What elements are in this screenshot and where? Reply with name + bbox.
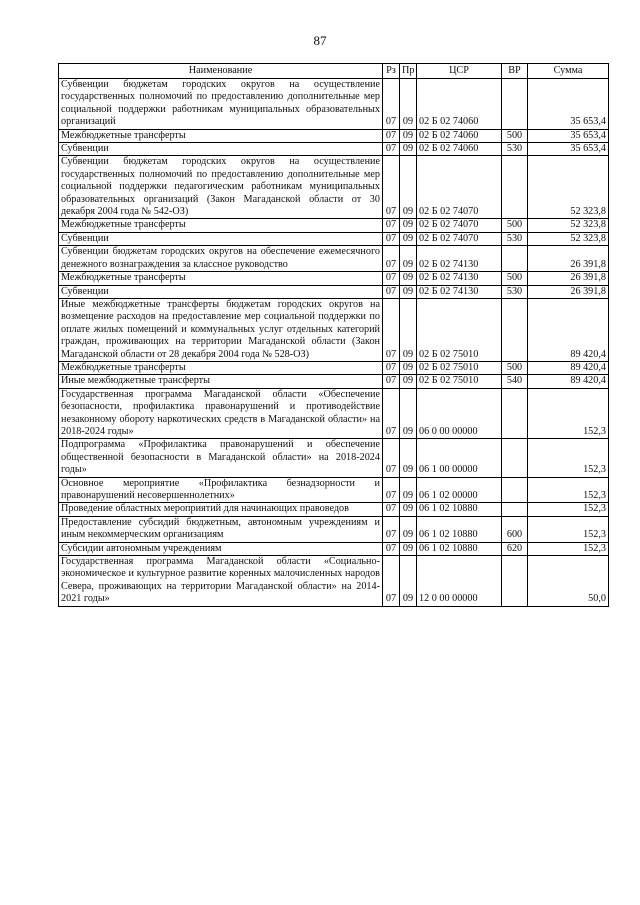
table-row [59,246,609,272]
row-sum: 89 420,4 [528,375,609,388]
row-sum: 26 391,8 [528,272,609,285]
row-csr: 06 1 00 00000 [417,439,502,477]
row-vr: 530 [502,232,528,245]
row-pr: 09 [400,272,417,285]
row-sum: 35 653,4 [528,79,609,130]
table-row [59,143,609,156]
row-vr: 540 [502,375,528,388]
row-csr: 06 1 02 00000 [417,477,502,503]
row-sum: 152,3 [528,503,609,516]
row-vr: 530 [502,285,528,298]
row-csr: 02 Б 02 74130 [417,285,502,298]
row-sum: 50,0 [528,556,609,607]
table-row [59,503,609,516]
table-row [59,516,609,542]
row-sum: 35 653,4 [528,143,609,156]
row-vr: 530 [502,143,528,156]
row-vr [502,556,528,607]
row-rz: 07 [383,232,400,245]
row-sum: 152,3 [528,388,609,439]
row-vr: 500 [502,272,528,285]
row-vr [502,246,528,272]
table-row [59,272,609,285]
row-rz: 07 [383,129,400,142]
row-name: Государственная программа Магаданской области «Социально-экономическое и культурное развитие коренных малочисленных народов Севера, проживающих на территории Магаданской области» на 2014-2021 годы» [59,556,383,607]
row-name: Проведение областных мероприятий для начинающих правоведов [59,503,383,516]
table-row [59,388,609,439]
row-rz: 07 [383,503,400,516]
row-sum: 52 323,8 [528,156,609,219]
table-row [59,79,609,130]
header-rz: Рз [383,64,400,79]
row-name: Субвенции бюджетам городских округов на обеспечение ежемесячного денежного вознаграждения за классное руководство [59,246,383,272]
row-csr: 12 0 00 00000 [417,556,502,607]
header-pr: Пр [400,64,417,79]
row-pr: 09 [400,388,417,439]
row-rz: 07 [383,439,400,477]
row-rz: 07 [383,272,400,285]
row-name: Субвенции бюджетам городских округов на осуществление государственных полномочий по предоставлению дополнительные мер социальной поддержки педагогическим работникам муниципальных образовательных организаций (Закон Магаданской области от 30 декабря 2004 года № 542-ОЗ) [59,156,383,219]
row-pr: 09 [400,542,417,555]
row-name: Межбюджетные трансферты [59,361,383,374]
row-name: Субвенции [59,143,383,156]
row-csr: 02 Б 02 74060 [417,79,502,130]
row-pr: 09 [400,361,417,374]
row-csr: 02 Б 02 74070 [417,232,502,245]
row-name: Предоставление субсидий бюджетным, автономным учреждениям и иным некоммерческим организациям [59,516,383,542]
row-vr [502,298,528,361]
header-vr: ВР [502,64,528,79]
row-csr: 02 Б 02 74060 [417,129,502,142]
row-sum: 152,3 [528,439,609,477]
row-rz: 07 [383,477,400,503]
header-sum: Сумма [528,64,609,79]
row-name: Субвенции бюджетам городских округов на осуществление государственных полномочий по предоставлению дополнительные мер социальной поддержки работникам муниципальных образовательных организаций [59,79,383,130]
table-row [59,556,609,607]
table-row [59,232,609,245]
row-csr: 02 Б 02 75010 [417,361,502,374]
table-row [59,156,609,219]
table-row [59,219,609,232]
row-pr: 09 [400,79,417,130]
row-vr [502,477,528,503]
row-vr: 620 [502,542,528,555]
row-name: Субвенции [59,232,383,245]
row-rz: 07 [383,285,400,298]
row-sum: 26 391,8 [528,246,609,272]
header-name: Наименование [59,64,383,79]
row-rz: 07 [383,143,400,156]
row-sum: 52 323,8 [528,219,609,232]
row-vr [502,439,528,477]
row-name: Субвенции [59,285,383,298]
row-pr: 09 [400,503,417,516]
row-vr: 600 [502,516,528,542]
row-sum: 152,3 [528,542,609,555]
row-csr: 02 Б 02 74070 [417,156,502,219]
row-rz: 07 [383,542,400,555]
page-number: 87 [313,33,327,48]
row-rz: 07 [383,375,400,388]
row-name: Иные межбюджетные трансферты [59,375,383,388]
row-vr [502,388,528,439]
row-sum: 152,3 [528,477,609,503]
row-name: Иные межбюджетные трансферты бюджетам городских округов на возмещение расходов на предоставление мер социальной поддержки по оплате жилых помещений и коммунальных услуг отдельных категорий граждан, проживающих на территории Магаданской области (Закон Магаданской области от 28 декабря 2004 года № 528-ОЗ) [59,298,383,361]
row-csr: 02 Б 02 75010 [417,298,502,361]
row-pr: 09 [400,232,417,245]
table-row [59,129,609,142]
row-sum: 89 420,4 [528,361,609,374]
row-rz: 07 [383,79,400,130]
row-pr: 09 [400,375,417,388]
row-csr: 02 Б 02 74060 [417,143,502,156]
budget-table [58,63,609,607]
row-name: Межбюджетные трансферты [59,129,383,142]
row-csr: 02 Б 02 74130 [417,246,502,272]
row-vr: 500 [502,219,528,232]
row-name: Государственная программа Магаданской области «Обеспечение безопасности, профилактика правонарушений и противодействие незаконному обороту наркотических средств в Магаданской области» на 2018-2024 годы» [59,388,383,439]
row-name: Субсидии автономным учреждениям [59,542,383,555]
row-pr: 09 [400,439,417,477]
row-pr: 09 [400,285,417,298]
row-rz: 07 [383,219,400,232]
table-row [59,285,609,298]
row-sum: 26 391,8 [528,285,609,298]
row-sum: 89 420,4 [528,298,609,361]
table-row [59,542,609,555]
row-rz: 07 [383,388,400,439]
table-row [59,439,609,477]
row-csr: 02 Б 02 75010 [417,375,502,388]
row-vr [502,503,528,516]
table-row [59,477,609,503]
table-row [59,361,609,374]
row-rz: 07 [383,556,400,607]
row-csr: 06 0 00 00000 [417,388,502,439]
row-sum: 152,3 [528,516,609,542]
row-rz: 07 [383,156,400,219]
row-rz: 07 [383,246,400,272]
row-name: Межбюджетные трансферты [59,219,383,232]
table-row [59,298,609,361]
row-pr: 09 [400,477,417,503]
row-vr: 500 [502,361,528,374]
row-rz: 07 [383,361,400,374]
row-name: Межбюджетные трансферты [59,272,383,285]
table-row [59,375,609,388]
row-csr: 06 1 02 10880 [417,516,502,542]
row-pr: 09 [400,556,417,607]
row-pr: 09 [400,143,417,156]
row-pr: 09 [400,298,417,361]
row-csr: 02 Б 02 74070 [417,219,502,232]
row-vr [502,156,528,219]
row-rz: 07 [383,298,400,361]
row-csr: 06 1 02 10880 [417,503,502,516]
row-pr: 09 [400,246,417,272]
table-header-row [59,64,609,79]
row-pr: 09 [400,516,417,542]
header-csr: ЦСР [417,64,502,79]
row-rz: 07 [383,516,400,542]
row-csr: 02 Б 02 74130 [417,272,502,285]
row-csr: 06 1 02 10880 [417,542,502,555]
row-pr: 09 [400,219,417,232]
row-name: Подпрограмма «Профилактика правонарушений и обеспечение общественной безопасности в Магаданской области» на 2018-2024 годы» [59,439,383,477]
row-name: Основное мероприятие «Профилактика безнадзорности и правонарушений несовершеннолетних» [59,477,383,503]
row-sum: 35 653,4 [528,129,609,142]
row-pr: 09 [400,156,417,219]
row-vr [502,79,528,130]
row-vr: 500 [502,129,528,142]
row-pr: 09 [400,129,417,142]
row-sum: 52 323,8 [528,232,609,245]
